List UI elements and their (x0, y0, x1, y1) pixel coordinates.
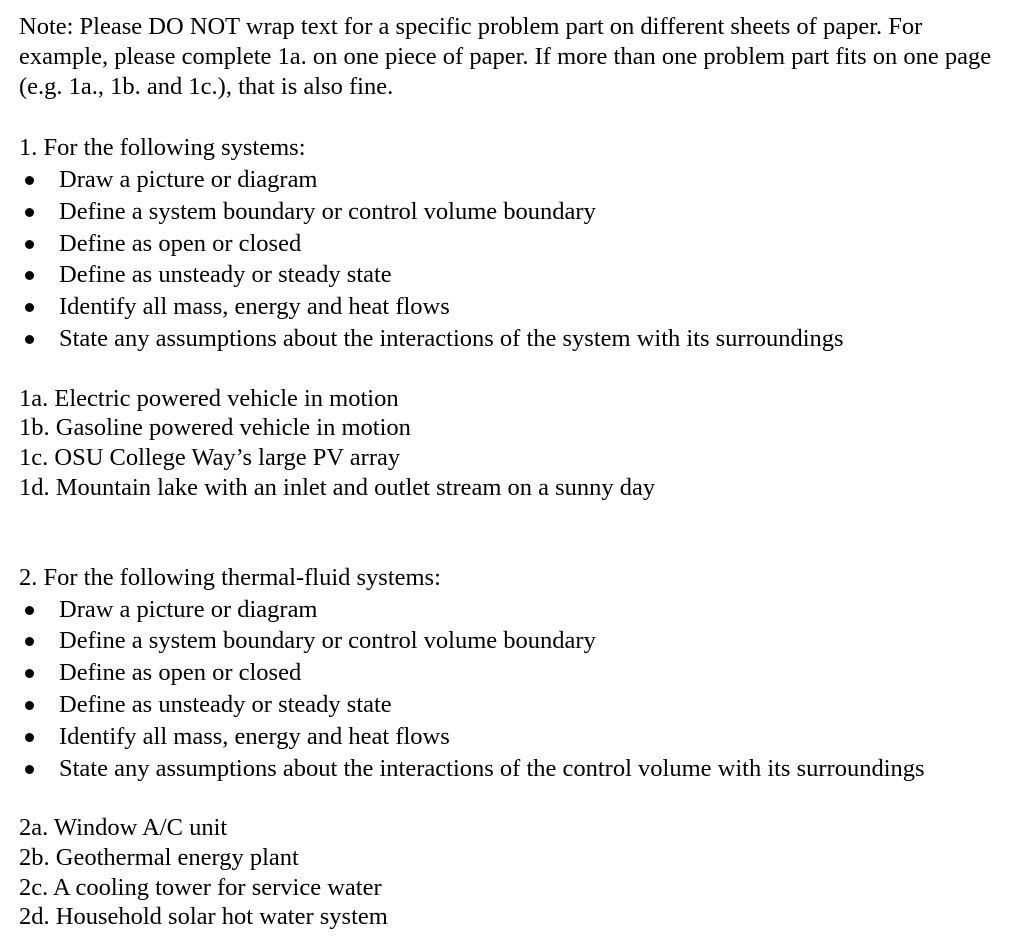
list-item (19, 228, 1009, 260)
problem-part-1d: 1d. Mountain lake with an inlet and outlet stream on a sunny day (19, 473, 656, 501)
bullet-text: Define a system boundary or control volume boundary (59, 197, 596, 225)
bullet-icon (25, 271, 34, 280)
bullet-icon (25, 208, 34, 217)
bullet-text: Define as open or closed (59, 659, 302, 687)
bullet-icon (25, 637, 34, 646)
document-page (19, 12, 1009, 931)
problem-1 (19, 132, 1009, 502)
list-item (19, 323, 1009, 355)
list-item (19, 657, 1009, 689)
list-item (19, 196, 1009, 228)
problem-1-heading: 1. For the following systems: (19, 134, 306, 161)
bullet-icon (25, 765, 34, 774)
problem-part-2b: 2b. Geothermal energy plant (19, 844, 299, 871)
bullet-text: State any assumptions about the interactions of the system with its surroundings (59, 324, 844, 352)
problem-2-heading: 2. For the following thermal-fluid systems: (19, 563, 441, 591)
list-item (19, 259, 1009, 291)
problem-2 (19, 562, 1009, 932)
bullet-icon (25, 335, 34, 344)
problem-1-bullets (19, 164, 1009, 355)
bullet-icon (25, 606, 34, 615)
note-paragraph: Note: Please DO NOT wrap text for a specific problem part on different sheets of paper. For example, please complete 1a. on one piece of paper. If more than one problem part fits on one page (e.g. 1a., 1b. and 1c.), that is also fine. (19, 13, 992, 100)
bullet-text: Define as unsteady or steady state (59, 261, 392, 289)
bullet-text: Define a system boundary or control volume boundary (59, 627, 596, 655)
problem-part-1c: 1c. OSU College Way’s large PV array (19, 444, 401, 472)
bullet-text: State any assumptions about the interactions of the control volume with its surroundings (59, 754, 925, 782)
list-item (19, 594, 1009, 626)
problem-part-1a: 1a. Electric powered vehicle in motion (19, 384, 399, 412)
list-item (19, 164, 1009, 196)
bullet-text: Define as unsteady or steady state (59, 690, 392, 718)
problem-1-parts (19, 383, 1009, 502)
bullet-icon (25, 701, 34, 710)
bullet-text: Identify all mass, energy and heat flows (59, 293, 450, 321)
problem-part-1b: 1b. Gasoline powered vehicle in motion (19, 414, 411, 442)
bullet-text: Define as open or closed (59, 229, 302, 257)
bullet-text: Identify all mass, energy and heat flows (59, 722, 450, 750)
list-item (19, 291, 1009, 323)
bullet-icon (25, 176, 34, 185)
problem-part-2a: 2a. Window A/C unit (19, 814, 228, 842)
problem-part-2c: 2c. A cooling tower for service water (19, 873, 382, 901)
problem-2-parts (19, 812, 1009, 931)
bullet-text: Draw a picture or diagram (59, 166, 318, 193)
bullet-icon (25, 303, 34, 312)
problem-2-bullets (19, 594, 1009, 785)
bullet-icon (25, 240, 34, 249)
list-item (19, 689, 1009, 721)
problem-part-2d: 2d. Household solar hot water system (19, 903, 388, 931)
bullet-icon (25, 733, 34, 742)
bullet-icon (25, 669, 34, 678)
list-item (19, 753, 1009, 785)
list-item (19, 721, 1009, 753)
list-item (19, 625, 1009, 657)
bullet-text: Draw a picture or diagram (59, 595, 318, 623)
